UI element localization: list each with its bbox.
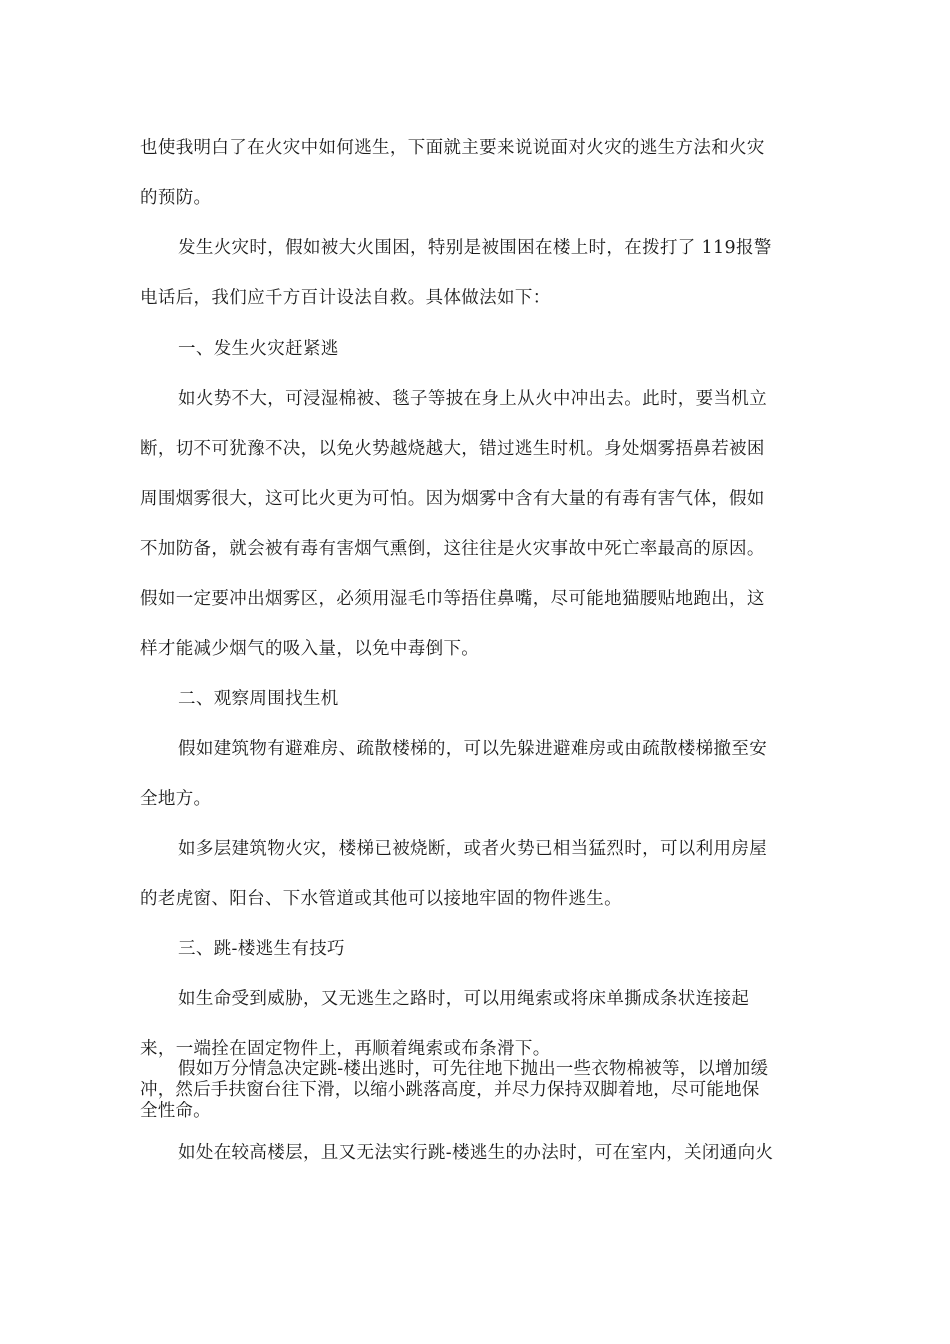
text-line: 如生命受到威胁，又无逃生之路时，可以用绳索或将床单撕成条状连接起 xyxy=(178,989,750,1009)
text-line: 发生火灾时，假如被大火围困，特别是被围困在楼上时，在拨打了 119报警 xyxy=(178,238,772,258)
text-line: 全性命。 xyxy=(140,1101,211,1121)
text-line: 假如一定要冲出烟雾区，必须用湿毛巾等捂住鼻嘴，尽可能地猫腰贴地跑出，这 xyxy=(140,589,765,609)
text-line: 的预防。 xyxy=(140,188,212,208)
text-line: 的老虎窗、阳台、下水管道或其他可以接地牢固的物件逃生。 xyxy=(140,889,622,909)
text-line: 不加防备，就会被有毒有害烟气熏倒，这往往是火灾事故中死亡率最高的原因。 xyxy=(140,539,765,559)
text-line: 如处在较高楼层，且又无法实行跳-楼逃生的办法时，可在室内，关闭通向火 xyxy=(178,1143,774,1163)
section-heading: 二、观察周围找生机 xyxy=(178,689,339,709)
text-line: 如多层建筑物火灾，楼梯已被烧断，或者火势已相当猛烈时，可以利用房屋 xyxy=(178,839,768,859)
text-line: 冲，然后手扶窗台往下滑，以缩小跳落高度，并尽力保持双脚着地，尽可能地保 xyxy=(140,1080,760,1100)
text-line: 假如建筑物有避难房、疏散楼梯的，可以先躲进避难房或由疏散楼梯撤至安 xyxy=(178,739,768,759)
text-line: 假如万分情急决定跳-楼出逃时，可先往地下抛出一些衣物棉被等，以增加缓 xyxy=(178,1059,769,1079)
text-line: 样才能减少烟气的吸入量，以免中毒倒下。 xyxy=(140,639,480,659)
text-line: 如火势不大，可浸湿棉被、毯子等披在身上从火中冲出去。此时，要当机立 xyxy=(178,389,768,409)
text-line: 周围烟雾很大，这可比火更为可怕。因为烟雾中含有大量的有毒有害气体，假如 xyxy=(140,489,765,509)
text-line: 来，一端拴在固定物件上，再顺着绳索或布条滑下。 xyxy=(140,1039,551,1059)
section-heading: 一、发生火灾赶紧逃 xyxy=(178,339,339,359)
text-line: 也使我明白了在火灾中如何逃生，下面就主要来说说面对火灾的逃生方法和火灾 xyxy=(140,138,765,158)
text-line: 断，切不可犹豫不决，以免火势越烧越大，错过逃生时机。身处烟雾捂鼻若被困 xyxy=(140,439,765,459)
section-heading: 三、跳-楼逃生有技巧 xyxy=(178,939,345,959)
text-line: 电话后，我们应千方百计设法自救。具体做法如下： xyxy=(140,288,551,308)
text-line: 全地方。 xyxy=(140,789,212,809)
dense-paragraph xyxy=(140,1059,792,1122)
